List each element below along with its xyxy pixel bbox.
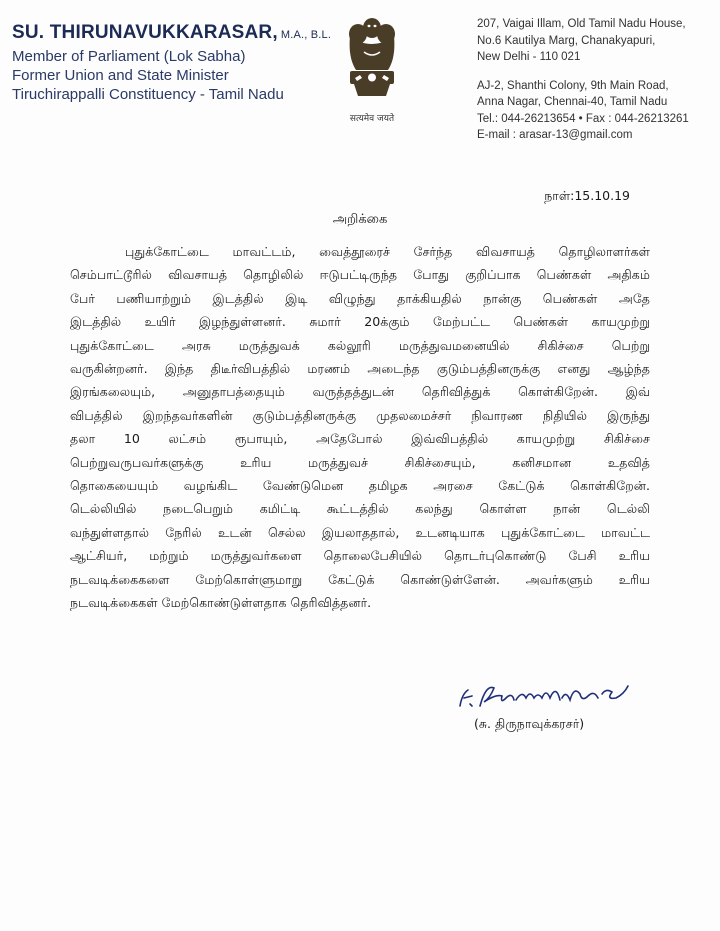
document-heading: அறிக்கை bbox=[332, 212, 388, 227]
body-line: விபத்தில் இறந்தவர்களின் குடும்பத்தினருக்கு முதலமைச்சர் நிவாரண நிதியில் இருந்து bbox=[70, 407, 650, 423]
body-line: தொகையையும் வழங்கிட வேண்டுமென தமிழக அரசை கேட்டுக் கொள்கிறேன். bbox=[70, 478, 650, 494]
body-line: புதுக்கோட்டை அரசு மருத்துவக் கல்லூரி மருத்துவமனையில் சிகிச்சை பெற்று bbox=[70, 337, 650, 353]
state-emblem bbox=[336, 14, 408, 126]
sender-name-line bbox=[12, 22, 342, 44]
sender-name: SU. THIRUNAVUKKARASAR, bbox=[12, 22, 278, 43]
body-line: டெல்லியில் நடைபெறும் கமிட்டி கூட்டத்தில் கலந்து கொள்ள நான் டெல்லி bbox=[70, 501, 650, 517]
body-line: வருகின்றனர். இந்த திடீர்விபத்தில் மரணம் அடைந்த குடும்பத்தினருக்கு எனது ஆழ்ந்த bbox=[70, 361, 650, 377]
email: E-mail : arasar-13@gmail.com bbox=[477, 129, 633, 141]
statement-body bbox=[70, 240, 650, 615]
sender-title-2: Former Union and State Minister bbox=[12, 67, 229, 84]
signatory-name: (சு. திருநாவுக்கரசர்) bbox=[474, 716, 585, 731]
body-line: இடத்தில் உயிர் இழந்துள்ளனர். சுமார் 20க்கும் மேற்பட்ட பெண்கள் காயமுற்று bbox=[70, 314, 650, 330]
sender-constituency: Tiruchirappalli Constituency - Tamil Nadu bbox=[12, 86, 284, 103]
phone-fax: Tel.: 044-26213654 • Fax : 044-26213261 bbox=[477, 112, 689, 125]
body-line: பெற்றுவருபவர்களுக்கு உரிய மருத்துவச் சிகிச்சையும், கனிசமான உதவித் bbox=[70, 454, 650, 470]
delhi-address-3: New Delhi - 110 021 bbox=[477, 51, 581, 63]
delhi-address-2: No.6 Kautilya Marg, Chanakyapuri, bbox=[477, 34, 656, 47]
body-line: நடவடிக்கைகளை மேற்கொள்ளுமாறு கேட்டுக் கொண்டுள்ளேன். அவர்களும் உரிய bbox=[70, 571, 650, 587]
letterhead-left bbox=[12, 22, 342, 104]
body-line: புதுக்கோட்டை மாவட்டம், வைத்தூரைச் சேர்ந்த விவசாயத் தொழிலாளர்கள் bbox=[125, 244, 650, 259]
handwritten-signature bbox=[456, 676, 636, 716]
sender-qualifications: M.A., B.L. bbox=[280, 29, 332, 41]
ashoka-emblem-icon bbox=[342, 14, 402, 110]
emblem-motto: सत्यमेव जयते bbox=[349, 114, 395, 124]
delhi-address-1: 207, Vaigai Illam, Old Tamil Nadu House, bbox=[477, 18, 686, 30]
chennai-address-2: Anna Nagar, Chennai-40, Tamil Nadu bbox=[477, 96, 668, 108]
body-line: ஆட்சியர், மற்றும் மருத்துவர்களை தொலைபேசியில் தொடர்புகொண்டு பேசி உரிய bbox=[70, 548, 650, 564]
body-line: செம்பாட்டூரில் விவசாயத் தொழிலில் ஈடுபட்டிருந்த போது குறிப்பாக பெண்கள் அதிகம் bbox=[70, 267, 650, 283]
body-line: இரங்கலையும், அனுதாபத்தையும் வருத்தத்துடன் தெரிவித்துக் கொள்கிறேன். இவ் bbox=[70, 384, 650, 400]
body-line: நடவடிக்கைகள் மேற்கொண்டுள்ளதாக தெரிவித்தனர். bbox=[70, 595, 372, 611]
letterhead-right bbox=[477, 16, 717, 144]
sender-title-1: Member of Parliament (Lok Sabha) bbox=[12, 48, 246, 65]
body-line: பேர் பணியாற்றும் இடத்தில் இடி விழுந்து தாக்கியதில் நான்கு பெண்கள் அதே bbox=[70, 290, 650, 306]
body-line: தலா 10 லட்சம் ரூபாயும், அதேபோல் இவ்விபத்தில் காயமுற்று சிகிச்சை bbox=[70, 431, 650, 447]
body-line: வந்துள்ளதால் நேரில் உடன் செல்ல இயலாததால், உடனடியாக புதுக்கோட்டை மாவட்ட bbox=[70, 524, 650, 540]
chennai-address-1: AJ-2, Shanthi Colony, 9th Main Road, bbox=[477, 79, 669, 92]
document-date: நாள்:15.10.19 bbox=[544, 188, 630, 203]
